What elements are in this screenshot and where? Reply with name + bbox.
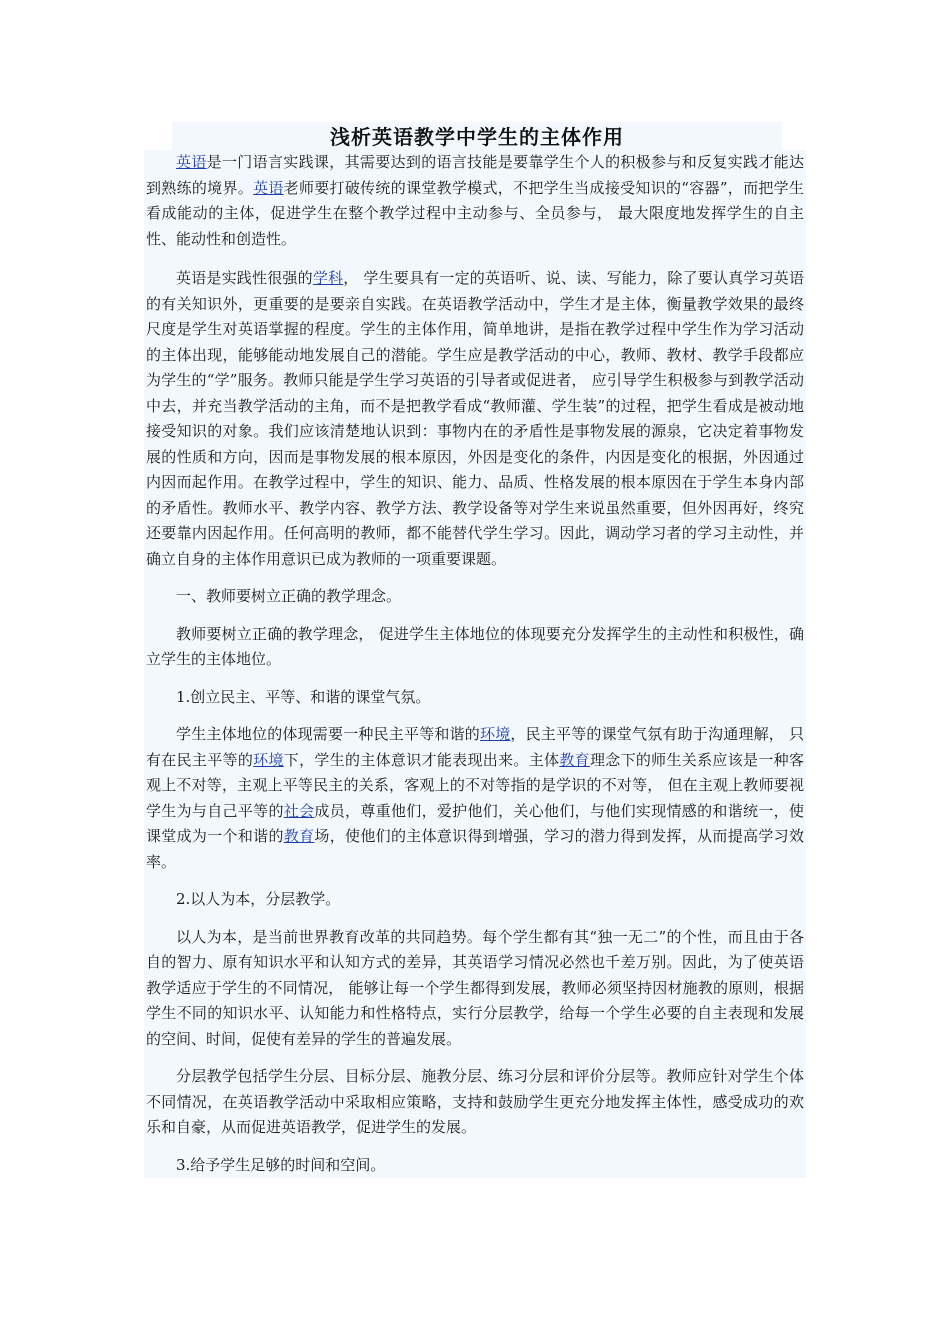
paragraph-teaching-concept: 教师要树立正确的教学理念， 促进学生主体地位的体现要充分发挥学生的主动性和积极性，确立学生的主体地位。 [146,624,804,668]
paragraph-subject-practice: 英语是实践性很强的学科， 学生要具有一定的英语听、说、读、写能力，除了要认真学习英语的有关知识外，更重要的是要亲自实践。在英语教学活动中，学生才是主体，衡量教学效果的最终尺度是学生对英语掌握的程度。学生的主体作用，简单地讲，是指在教学过程中学生作为学习活动的主体出现，能够能动地发展自己的潜能。学生应是教学活动的中心，教师、教材、教学手段都应为学生的“学”服务。教师只能是学生学习英语的引导者或促进者， 应引导学生积极参与到教学活动中去，并充当教学活动的主角，而不是把教学看成“教师灌、学生装”的过程，把学生看成是被动地接受知识的对象。我们应该清楚地认识到：事物内在的矛盾性是事物发展的源泉，它决定着事物发展的性质和方向，因而是事物发展的根本原因，外因是变化的条件，内因是变化的根据，外因通过内因而起作用。在教学过程中，学生的知识、能力、品质、性格发展的根本原因在于学生本身内部的矛盾性。教师水平、教学内容、教学方法、教学设备等对学生来说虽然重要，但外因再好，终究还要靠内因起作用。任何高明的教师，都不能替代学生学习。因此，调动学习者的学习主动性，并确立自身的主体作用意识已成为教师的一项重要课题。 [146,269,804,568]
paragraph-democratic-atmosphere: 学生主体地位的体现需要一种民主平等和谐的环境，民主平等的课堂气氛有助于沟通理解， 只有在民主平等的环境下，学生的主体意识才能表现出来。主体教育理念下的师生关系应该是一种客观上不对等，主观上平等民主的关系，客观上的不对等指的是学识的不对等， 但在主观上教师要视学生为与自己平等的社会成员，尊重他们，爱护他们，关心他们，与他们实现情感的和谐统一，使课堂成为一个和谐的教育场，使他们的主体意识得到增强，学习的潜力得到发挥，从而提高学习效率。 [146,725,804,871]
link-huanjing[interactable]: 环境 [480,725,511,743]
heading-subsection-2: 2.以人为本，分层教学。 [176,890,341,908]
heading-subsection-1: 1.创立民主、平等、和谐的课堂气氛。 [176,687,431,706]
paragraph-intro: 英语是一门语言实践课，其需要达到的语言技能是要靠学生个人的积极参与和反复实践才能达到熟练的境界。英语老师要打破传统的课堂教学模式，不把学生当成接受知识的“容器”，而把学生看成能动的主体，促进学生在整个教学过程中主动参与、全员参与， 最大限度地发挥学生的自主性、能动性和创造性。 [146,153,804,248]
document-body [144,150,806,1178]
link-yingyu[interactable]: 英语 [176,153,207,171]
document-title: 浅析英语教学中学生的主体作用 [172,122,782,152]
link-xueke[interactable]: 学科 [312,269,344,287]
paragraph-layered-teaching: 分层教学包括学生分层、目标分层、施教分层、练习分层和评价分层等。教师应针对学生个体不同情况，在英语教学活动中采取相应策略，支持和鼓励学生更充分地发挥主体性，感受成功的欢乐和自豪，从而促进英语教学，促进学生的发展。 [146,1067,804,1136]
link-jiaoyu[interactable]: 教育 [559,750,590,769]
heading-subsection-3: 3.给予学生足够的时间和空间。 [176,1155,386,1174]
paragraph-people-oriented: 以人为本，是当前世界教育改革的共同趋势。每个学生都有其“独一无二”的个性，而且由于各自的智力、原有知识水平和认知方式的差异，其英语学习情况必然也千差万别。因此，为了使英语教学适应于学生的不同情况， 能够让每一个学生都得到发展，教师必须坚持因材施教的原则，根据学生不同的知识水平、认知能力和性格特点，实行分层教学，给每一个学生必要的自主表现和发展的空间、时间，促使有差异的学生的普遍发展。 [146,927,804,1048]
link-huanjing-2[interactable]: 环境 [253,750,284,769]
link-shehui[interactable]: 社会 [283,801,315,820]
link-jiaoyu-2[interactable]: 教育 [283,827,315,845]
link-yingyu-2[interactable]: 英语 [253,178,284,197]
heading-section-1: 一、教师要树立正确的教学理念。 [176,587,402,605]
